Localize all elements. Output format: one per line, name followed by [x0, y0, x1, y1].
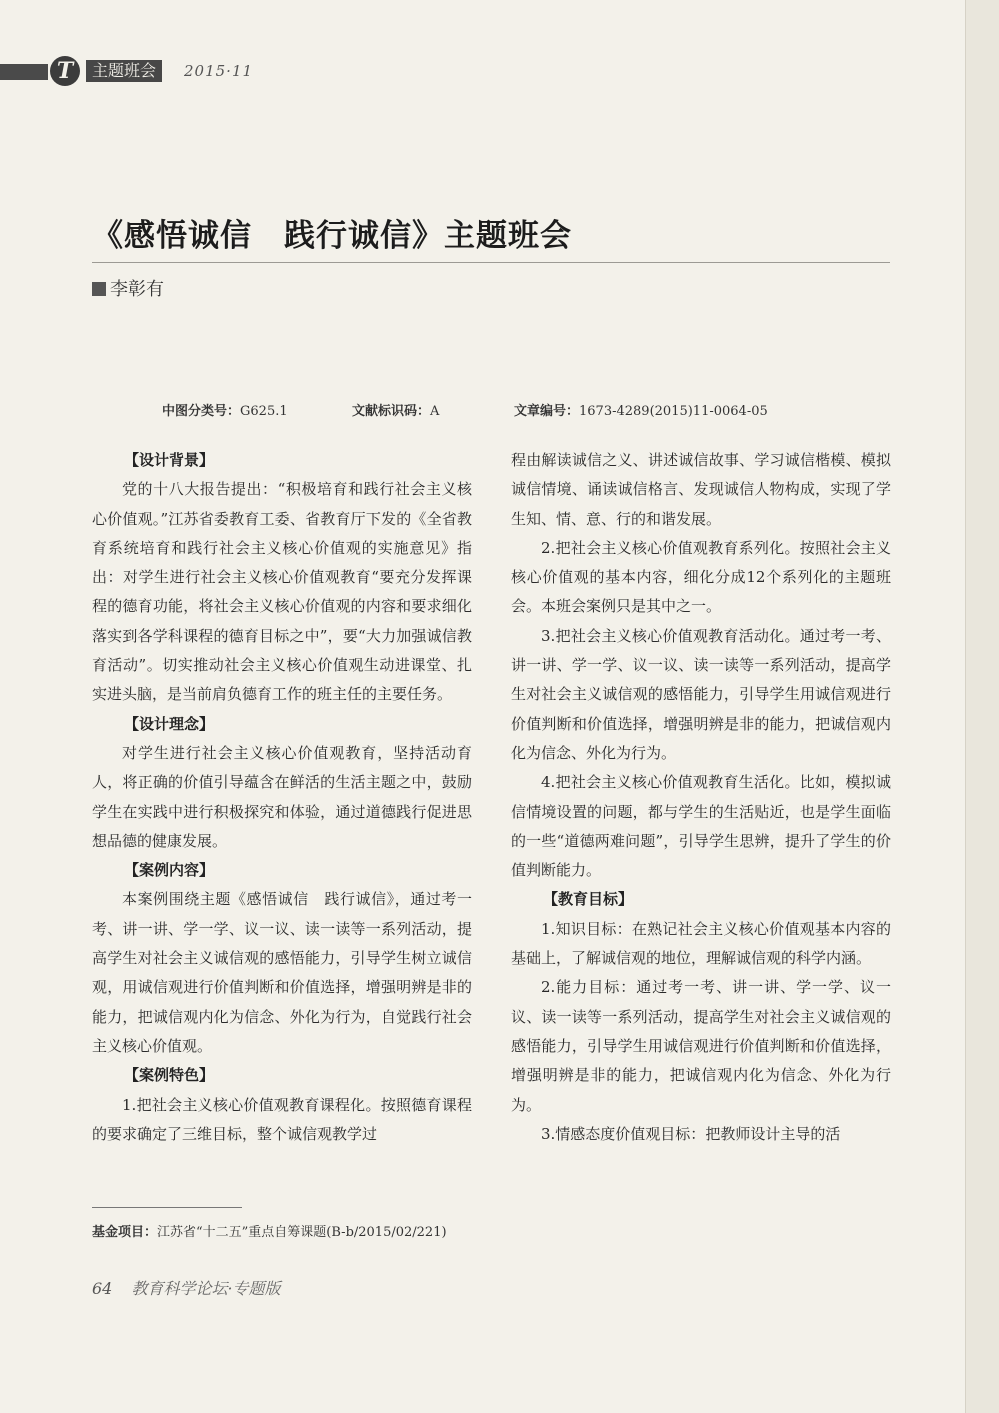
doc-code: [352, 400, 439, 419]
paragraph: 对学生进行社会主义核心价值观教育，坚持活动育人，将正确的价值引导蕴含在鲜活的生活主题之中，鼓励学生在实践中进行积极探究和体验，通过道德践行促进思想品德的健康发展。: [92, 743, 472, 850]
running-header: [0, 56, 300, 88]
article-label: 文章编号：: [514, 404, 580, 419]
footnote-text: 江苏省“十二五”重点自筹课题(B-b/2015/02/221): [157, 1225, 447, 1240]
clc-label: 中图分类号：: [162, 404, 241, 419]
paragraph: 1.知识目标：在熟记社会主义核心价值观基本内容的基础上，了解诚信观的地位，理解诚信观的科学内涵。: [511, 919, 891, 968]
paragraph: 2.把社会主义核心价值观教育系列化。按照社会主义核心价值观的基本内容，细化分成12个系列化的主题班会。本班会案例只是其中之一。: [511, 538, 891, 616]
issue-label: 2015·11: [184, 62, 254, 80]
clc-value: G625.1: [240, 404, 288, 419]
footnote: [92, 1221, 447, 1240]
section-tag: 主题班会: [86, 60, 162, 82]
paragraph: 3.把社会主义核心价值观教育活动化。通过考一考、讲一讲、学一学、议一议、读一读等一系列活动，提高学生对社会主义诚信观的感悟能力，引导学生用诚信观进行价值判断和价值选择，增强明辨是非的能力，把诚信观内化为信念、外化为行为。: [511, 626, 891, 762]
article-meta: [0, 400, 999, 422]
left-column: [92, 446, 472, 1149]
page-footer: [92, 1276, 281, 1299]
paragraph: 本案例围绕主题《感悟诚信 践行诚信》，通过考一考、讲一讲、学一学、议一议、读一读等一系列活动，提高学生对社会主义诚信观的感悟能力，引导学生树立诚信观，用诚信观进行价值判断和价值选择，增强明辨是非的能力，把诚信观内化为信念、外化为行为，自觉践行社会主义核心价值观。: [92, 890, 472, 1055]
journal-name: 教育科学论坛·专题版: [131, 1279, 281, 1298]
paragraph: 3.情感态度价值观目标：把教师设计主导的活: [541, 1124, 841, 1143]
section-heading: 【设计理念】: [124, 714, 215, 733]
page-edge: [965, 0, 999, 1413]
section-heading: 【案例内容】: [124, 861, 215, 880]
doc-value: A: [430, 404, 440, 419]
section-heading: 【案例特色】: [124, 1066, 215, 1085]
paragraph: 2.能力目标：通过考一考、讲一讲、学一学、议一议、读一读等一系列活动，提高学生对社会主义诚信观的感悟能力，引导学生用诚信观进行价值判断和价值选择，增强明辨是非的能力，把诚信观内化为信念、外化为行为。: [511, 978, 891, 1114]
page-number: 64: [92, 1279, 113, 1298]
header-bar: [0, 64, 48, 80]
footnote-label: 基金项目：: [92, 1225, 158, 1240]
section-heading: 【教育目标】: [543, 890, 634, 909]
paragraph: 党的十八大报告提出：“积极培育和践行社会主义核心价值观。”江苏省委教育工委、省教育厅下发的《全省教育系统培育和践行社会主义核心价值观的实施意见》指出：对学生进行社会主义核心价值观教育“要充分发挥课程的德育功能，将社会主义核心价值观的内容和要求细化落实到各学科课程的德育目标之中”，要“大力加强诚信教育活动”。切实推动社会主义核心价值观生动进课堂、扎实进头脑，是当前肩负德育工作的班主任的主要任务。: [92, 480, 472, 704]
footnote-divider: [92, 1207, 242, 1208]
author: [92, 275, 164, 301]
article-title: 《感悟诚信 践行诚信》主题班会: [92, 218, 572, 254]
article-number: [514, 400, 768, 419]
square-bullet-icon: [92, 282, 106, 296]
doc-label: 文献标识码：: [352, 404, 431, 419]
title-divider: [92, 262, 890, 263]
journal-logo-icon: T: [50, 56, 80, 86]
paragraph: 程由解读诚信之义、讲述诚信故事、学习诚信楷模、模拟诚信情境、诵读诚信格言、发现诚信人物构成，实现了学生知、情、意、行的和谐发展。: [511, 451, 891, 528]
section-heading: 【设计背景】: [124, 451, 215, 469]
clc-number: [162, 400, 288, 419]
paragraph: 1.把社会主义核心价值观教育课程化。按照德育课程的要求确定了三维目标，整个诚信观教学过: [92, 1095, 472, 1143]
right-column: [511, 446, 891, 1149]
article-value: 1673-4289(2015)11-0064-05: [579, 404, 768, 419]
paragraph: 4.把社会主义核心价值观教育生活化。比如，模拟诚信情境设置的问题，都与学生的生活贴近，也是学生面临的一些“道德两难问题”，引导学生思辨，提升了学生的价值判断能力。: [511, 773, 891, 880]
author-name: 李彰有: [110, 279, 164, 300]
